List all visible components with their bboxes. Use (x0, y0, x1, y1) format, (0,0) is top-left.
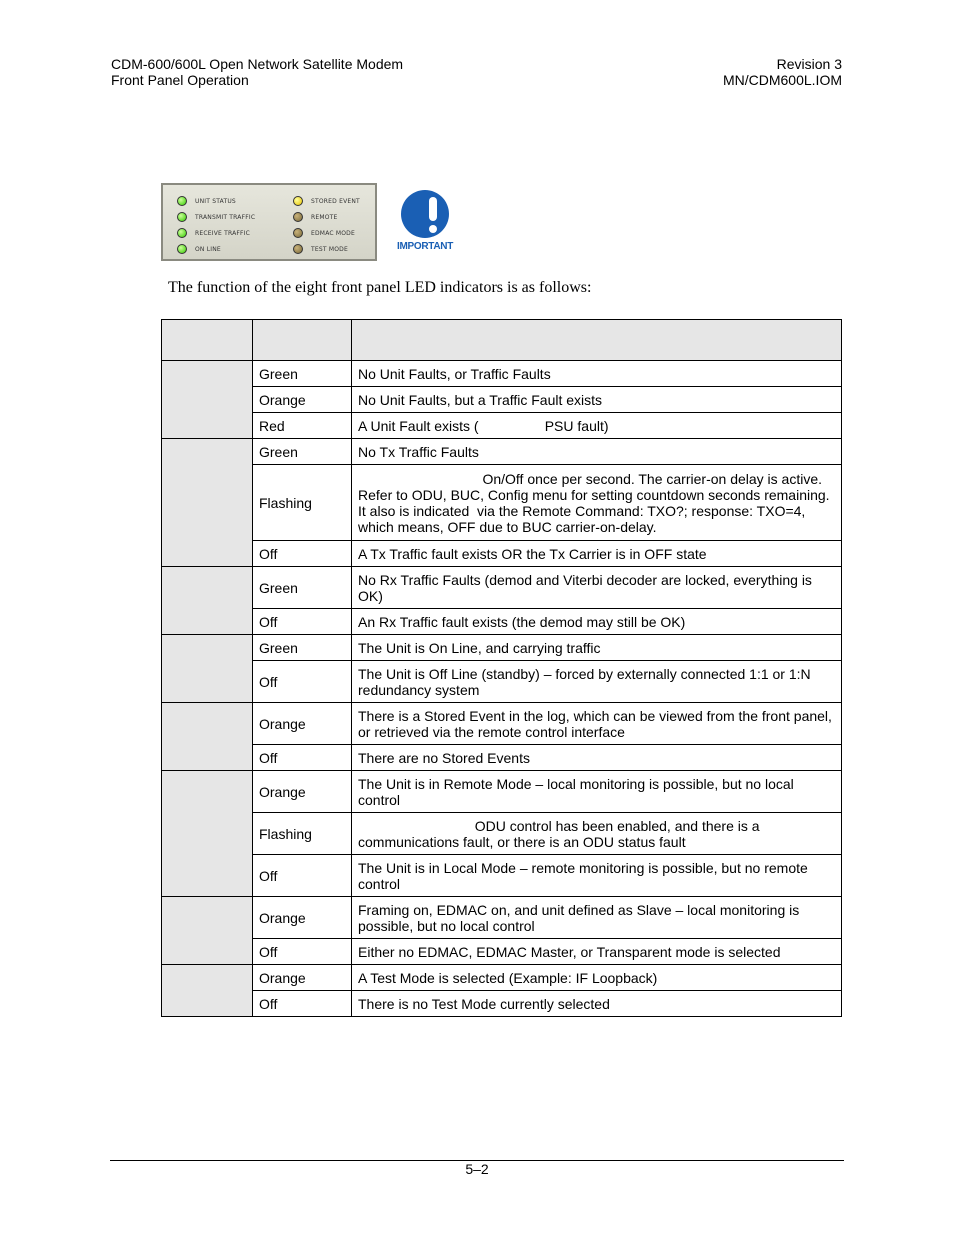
col-header-led (162, 320, 253, 361)
condition-cell: Green (253, 439, 352, 465)
led-name-cell (162, 965, 253, 1017)
led-label: RECEIVE TRAFFIC (195, 229, 251, 237)
led-name-cell (162, 703, 253, 771)
led-light-icon (293, 228, 303, 238)
meaning-cell: A Test Mode is selected (Example: IF Loopback) (352, 965, 842, 991)
important-badge (393, 190, 459, 256)
led-name-cell (162, 771, 253, 897)
meaning-cell: Framing on, EDMAC on, and unit defined as Slave – local monitoring is possible, but no local control (352, 897, 842, 939)
condition-cell: Off (253, 745, 352, 771)
table-row (162, 567, 842, 609)
table-row (162, 897, 842, 939)
table-row (162, 991, 842, 1017)
condition-cell: Off (253, 939, 352, 965)
meaning-cell: The Unit is in Local Mode – remote monitoring is possible, but no remote control (352, 855, 842, 897)
meaning-cell: No Rx Traffic Faults (demod and Viterbi decoder are locked, everything is OK) (352, 567, 842, 609)
led-light-icon (177, 228, 187, 238)
condition-cell: Orange (253, 703, 352, 745)
table-row (162, 465, 842, 541)
led-label: ON LINE (195, 245, 221, 253)
meaning-cell: The Unit is On Line, and carrying traffic (352, 635, 842, 661)
led-label: STORED EVENT (311, 197, 360, 205)
meaning-cell: A Unit Fault exists ( PSU fault) (352, 413, 842, 439)
table-row (162, 439, 842, 465)
condition-cell: Flashing (253, 813, 352, 855)
led-name-cell (162, 439, 253, 567)
page-number: 5–2 (465, 1161, 489, 1177)
condition-cell: Green (253, 567, 352, 609)
led-name-cell (162, 897, 253, 965)
condition-cell: Off (253, 541, 352, 567)
condition-cell: Orange (253, 771, 352, 813)
meaning-cell: On/Off once per second. The carrier-on delay is active. Refer to ODU, BUC, Config menu for setting countdown seconds remaining. It also is indicated via the Remote Command: TXO?; response: TXO=4, which means, OFF due to BUC carrier-on-delay. (352, 465, 842, 541)
meaning-cell: There is a Stored Event in the log, which can be viewed from the front panel, or retrieved via the remote control interface (352, 703, 842, 745)
table-row (162, 413, 842, 439)
section-title: Front Panel Operation (111, 72, 249, 88)
led-label: EDMAC MODE (311, 229, 355, 237)
led-indicator (293, 243, 348, 255)
led-label: TRANSMIT TRAFFIC (195, 213, 256, 221)
table-row (162, 771, 842, 813)
led-light-icon (293, 212, 303, 222)
led-name-cell (162, 635, 253, 703)
meaning-cell: Either no EDMAC, EDMAC Master, or Transparent mode is selected (352, 939, 842, 965)
header-right (723, 56, 842, 88)
condition-cell: Flashing (253, 465, 352, 541)
meaning-cell: No Tx Traffic Faults (352, 439, 842, 465)
table-row (162, 609, 842, 635)
meaning-cell: No Unit Faults, or Traffic Faults (352, 361, 842, 387)
led-label: UNIT STATUS (195, 197, 236, 205)
col-header-condition (253, 320, 352, 361)
condition-cell: Orange (253, 387, 352, 413)
table-row (162, 965, 842, 991)
important-label: IMPORTANT (397, 241, 453, 252)
table-row (162, 541, 842, 567)
condition-cell: Green (253, 635, 352, 661)
led-function-table (161, 319, 842, 1017)
table-row (162, 635, 842, 661)
condition-cell: Green (253, 361, 352, 387)
meaning-cell: ODU control has been enabled, and there is a communications fault, or there is an ODU status fault (352, 813, 842, 855)
condition-cell: Red (253, 413, 352, 439)
led-light-icon (177, 212, 187, 222)
intro-text: The function of the eight front panel LED indicators is as follows: (168, 279, 592, 296)
led-label: REMOTE (311, 213, 338, 221)
table-row (162, 745, 842, 771)
meaning-cell: An Rx Traffic fault exists (the demod may still be OK) (352, 609, 842, 635)
led-light-icon (177, 244, 187, 254)
led-indicator (293, 195, 360, 207)
condition-cell: Off (253, 991, 352, 1017)
doc-number: MN/CDM600L.IOM (722, 72, 842, 88)
table-row (162, 855, 842, 897)
condition-cell: Orange (253, 965, 352, 991)
led-indicator (177, 195, 236, 207)
meaning-cell: There is no Test Mode currently selected (352, 991, 842, 1017)
condition-cell: Off (253, 855, 352, 897)
led-name-cell (162, 567, 253, 635)
led-indicator (293, 211, 338, 223)
condition-cell: Off (253, 661, 352, 703)
meaning-cell: A Tx Traffic fault exists OR the Tx Carrier is in OFF state (352, 541, 842, 567)
table-row (162, 387, 842, 413)
meaning-cell: There are no Stored Events (352, 745, 842, 771)
header-left (111, 56, 403, 88)
led-indicator (177, 243, 221, 255)
led-indicator (177, 211, 255, 223)
table-row (162, 661, 842, 703)
exclamation-icon (401, 190, 449, 238)
condition-cell: Orange (253, 897, 352, 939)
meaning-cell: The Unit is in Remote Mode – local monitoring is possible, but no local control (352, 771, 842, 813)
led-panel-photo (161, 183, 377, 261)
led-light-icon (177, 196, 187, 206)
meaning-cell: No Unit Faults, but a Traffic Fault exists (352, 387, 842, 413)
condition-cell: Off (253, 609, 352, 635)
col-header-meaning (352, 320, 842, 361)
led-label: TEST MODE (311, 245, 348, 253)
doc-title: CDM-600/600L Open Network Satellite Modem (111, 56, 404, 72)
led-light-icon (293, 244, 303, 254)
led-light-icon (293, 196, 303, 206)
led-indicator (293, 227, 355, 239)
table-row (162, 361, 842, 387)
led-name-cell (162, 361, 253, 439)
table-row (162, 703, 842, 745)
led-indicator (177, 227, 250, 239)
table-row (162, 939, 842, 965)
table-row (162, 813, 842, 855)
meaning-cell: The Unit is Off Line (standby) – forced by externally connected 1:1 or 1:N redundancy system (352, 661, 842, 703)
revision: Revision 3 (776, 56, 842, 72)
